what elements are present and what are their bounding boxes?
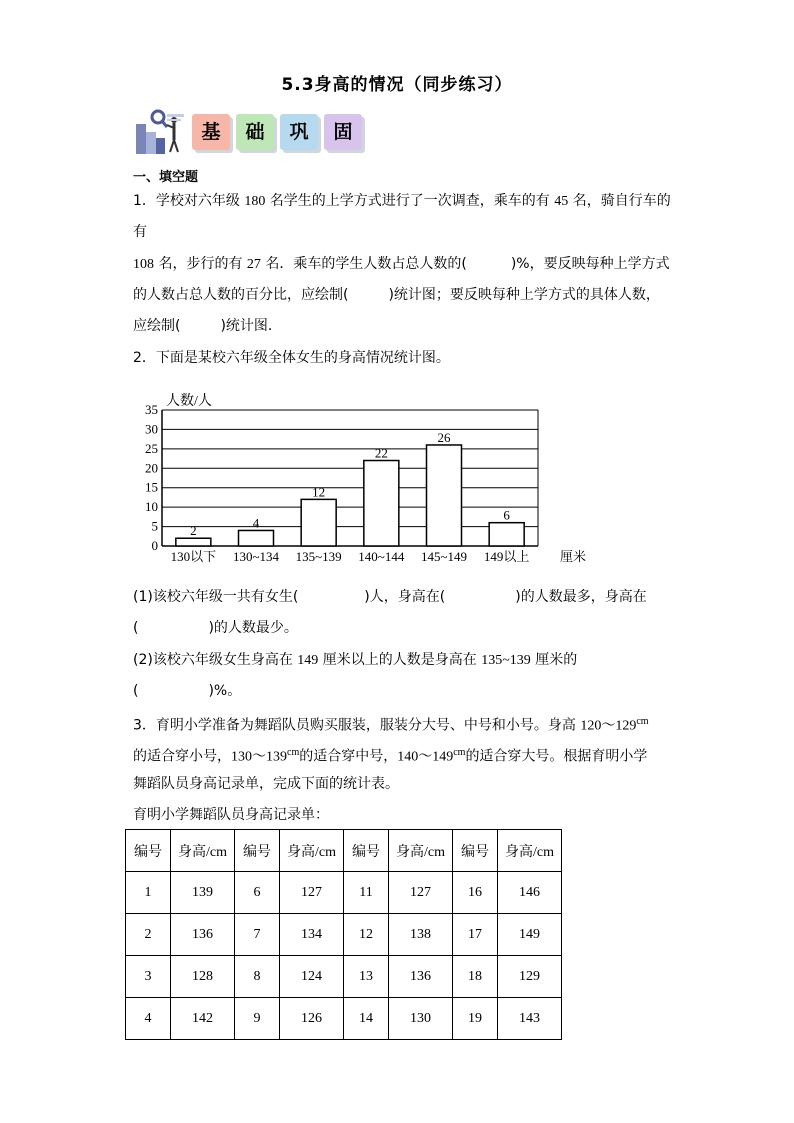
q2-sub1-line-2: ( )的人数最少。	[133, 620, 298, 636]
table-cell: 127	[389, 872, 453, 914]
table-header-row	[126, 830, 562, 872]
q2-sub2-line-2: ( )%。	[133, 683, 242, 699]
table-cell: 7	[235, 914, 280, 956]
table-cell: 136	[389, 956, 453, 998]
table-cell: 18	[453, 956, 498, 998]
y-tick-label: 35	[145, 402, 158, 417]
table-cell: 129	[498, 956, 562, 998]
table-row	[126, 956, 562, 998]
data-label: 6	[503, 507, 510, 523]
q1-line-5: 应绘制( )统计图．	[133, 318, 282, 334]
table-cell: 134	[280, 914, 344, 956]
col-header: 身高/cm	[280, 830, 344, 872]
q3-line-2: 的适合穿小号，$130\sim 139^{cm}$的适合穿中号，$140\sim 149^{cm}$的适合穿大号。根据育明小学	[133, 747, 648, 765]
table-cell: 130	[389, 998, 453, 1040]
x-tick-label: 149以上	[483, 549, 530, 564]
col-header: 编号	[126, 830, 171, 872]
col-header: 编号	[344, 830, 389, 872]
table-cell: 126	[280, 998, 344, 1040]
bar	[301, 499, 336, 546]
data-label: 26	[437, 429, 451, 445]
y-tick-label: 25	[145, 440, 158, 456]
table-cell: 12	[344, 914, 389, 956]
q1-line-1: 1．学校对六年级 180 名学生的上学方式进行了一次调查，乘车的有 45 名，骑自行车的	[133, 193, 671, 209]
table-cell: 138	[389, 914, 453, 956]
table-cell: 13	[344, 956, 389, 998]
data-label: 22	[374, 445, 388, 461]
table-cell: 19	[453, 998, 498, 1040]
table-row	[126, 998, 562, 1040]
q1-line-2: 有	[133, 224, 147, 240]
banner-char-4: 固	[324, 114, 362, 150]
x-tick-label: 135~139	[295, 549, 342, 564]
table-cell: 127	[280, 872, 344, 914]
y-tick-label: 20	[145, 460, 158, 476]
banner-char-2: 础	[236, 114, 274, 150]
table-cell: 149	[498, 914, 562, 956]
height-bar-chart	[140, 388, 600, 566]
q3-line-3: 舞蹈队员身高记录单，完成下面的统计表。	[133, 776, 399, 792]
x-axis-label: 厘米	[560, 549, 587, 564]
banner-char-3: 巩	[280, 114, 318, 150]
q1-line-3: 108 名，步行的有 27 名．乘车的学生人数占总人数的( )%，要反映每种上学方式	[133, 256, 670, 272]
table-cell: 136	[171, 914, 235, 956]
table-cell: 142	[171, 998, 235, 1040]
bar	[364, 461, 399, 546]
table-cell: 14	[344, 998, 389, 1040]
col-header: 身高/cm	[389, 830, 453, 872]
banner-char-1: 基	[192, 114, 230, 150]
col-header: 身高/cm	[171, 830, 235, 872]
table-cell: 9	[235, 998, 280, 1040]
table-cell: 6	[235, 872, 280, 914]
data-label: 12	[312, 484, 326, 500]
q1-line-4: 的人数占总人数的百分比，应绘制( )统计图；要反映每种上学方式的具体人数，	[133, 287, 660, 303]
col-header: 身高/cm	[498, 830, 562, 872]
y-axis-label: 人数/人	[166, 394, 212, 409]
table-cell: 139	[171, 872, 235, 914]
y-tick-label: 15	[145, 479, 158, 495]
table-row	[126, 914, 562, 956]
col-header: 编号	[453, 830, 498, 872]
q2-sub1-line-1: (1)该校六年级一共有女生( )人，身高在( )的人数最多，身高在	[133, 589, 647, 605]
table-cell: 8	[235, 956, 280, 998]
x-tick-label: 130~134	[232, 549, 280, 564]
col-header: 编号	[235, 830, 280, 872]
table-cell: 143	[498, 998, 562, 1040]
table-cell: 1	[126, 872, 171, 914]
section-banner	[134, 108, 374, 156]
x-tick-label: 145~149	[420, 549, 468, 564]
page-title: 5.3身高的情况（同步练习）	[281, 75, 513, 95]
y-tick-label: 30	[145, 421, 158, 437]
q2-intro: 2．下面是某校六年级全体女生的身高情况统计图。	[133, 350, 450, 366]
bar	[489, 523, 524, 546]
table-caption: 育明小学舞蹈队员身高记录单：	[133, 807, 329, 823]
q3-line-1: 3．育明小学准备为舞蹈队员购买服装，服装分大号、中号和小号。身高 $120\sim 129^{cm}$	[133, 716, 649, 734]
table-cell: 128	[171, 956, 235, 998]
x-tick-label: 130以下	[170, 549, 217, 564]
y-tick-label: 5	[151, 518, 158, 534]
y-tick-label: 10	[145, 499, 158, 515]
table-cell: 11	[344, 872, 389, 914]
table-cell: 124	[280, 956, 344, 998]
table-cell: 4	[126, 998, 171, 1040]
table-cell: 146	[498, 872, 562, 914]
bar	[239, 530, 274, 546]
data-label: 2	[190, 523, 197, 539]
bar	[427, 445, 462, 546]
height-record-table	[125, 829, 562, 1040]
table-cell: 16	[453, 872, 498, 914]
study-figure-icon	[134, 108, 186, 156]
section-heading: 一、填空题	[133, 170, 199, 185]
table-cell: 3	[126, 956, 171, 998]
table-cell: 2	[126, 914, 171, 956]
x-tick-label: 140~144	[358, 549, 405, 564]
y-tick-label: 0	[151, 538, 158, 553]
bar	[176, 538, 211, 546]
chart-svg	[140, 388, 600, 566]
q2-sub2-line-1: (2)该校六年级女生身高在 149 厘米以上的人数是身高在 135~139 厘米的	[133, 652, 578, 668]
table-cell: 17	[453, 914, 498, 956]
table-row	[126, 872, 562, 914]
data-label: 4	[252, 515, 260, 531]
